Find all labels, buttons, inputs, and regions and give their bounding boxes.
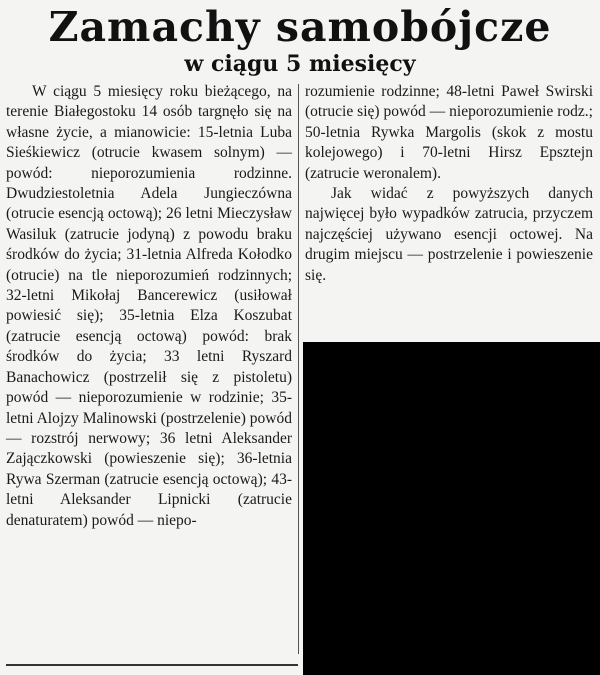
column-divider	[298, 84, 299, 654]
bottom-rule	[6, 664, 298, 666]
right-column-paragraph-1: rozumienie rodzinne; 48-letni Paweł Swirski (otrucie się) powód — nieporozumienie rodz.; 50-letnia Rywka Margolis (skok z mostu kolejowego) i 70-letni Hirsz Epsztejn (zatrucie weronalem).	[305, 83, 593, 182]
headline: Zamachy samobójcze	[48, 3, 552, 51]
right-column-paragraph-2: Jak widać z powyższych danych najwięcej było wypadków zatrucia, przyczem najczęściej używano esencji octowej. Na drugim miejscu — postrzelenie i powieszenie się.	[305, 185, 593, 284]
subheadline: w ciągu 5 miesięcy	[184, 51, 416, 77]
left-column-paragraph: W ciągu 5 miesięcy roku bieżącego, na terenie Białegostoku 14 osób targnęło się na własne życie, a mianowicie: 15-letnia Luba Sieśkiewicz (otrucie kwasem solnym) — powód: nieporozumienia rodzinne. Dwudziestoletnia Adela Jungieczówna (otrucie esencją octową); 26 letni Mieczysław Wasiluk (zatrucie jodyną) z powodu braku środków do życia; 31-letnia Alfreda Kołodko (otrucie) na tle nieporozumień rodzinnych; 32-letni Mikołaj Bancerewicz (usiłował powiesić się); 35-letnia Elza Koszubat (zatrucie esencją octową) powód: brak środków do życia; 33 letni Ryszard Banachowicz (postrzelił się z pistoletu) powód — nieporozumienie w rodzinie; 35-letni Alojzy Malinowski (postrzelenie) powód — rozstrój nerwowy; 36 letni Aleksander Zajączkowski (powieszenie się); 36-letnia Rywa Szerman (zatrucie esencją octową); 43-letni Aleksander Lipnicki (zatrucie denaturatem) powód — niepo-	[6, 83, 292, 529]
left-column	[6, 82, 292, 531]
redacted-black-area	[303, 342, 600, 675]
right-column	[305, 82, 593, 286]
